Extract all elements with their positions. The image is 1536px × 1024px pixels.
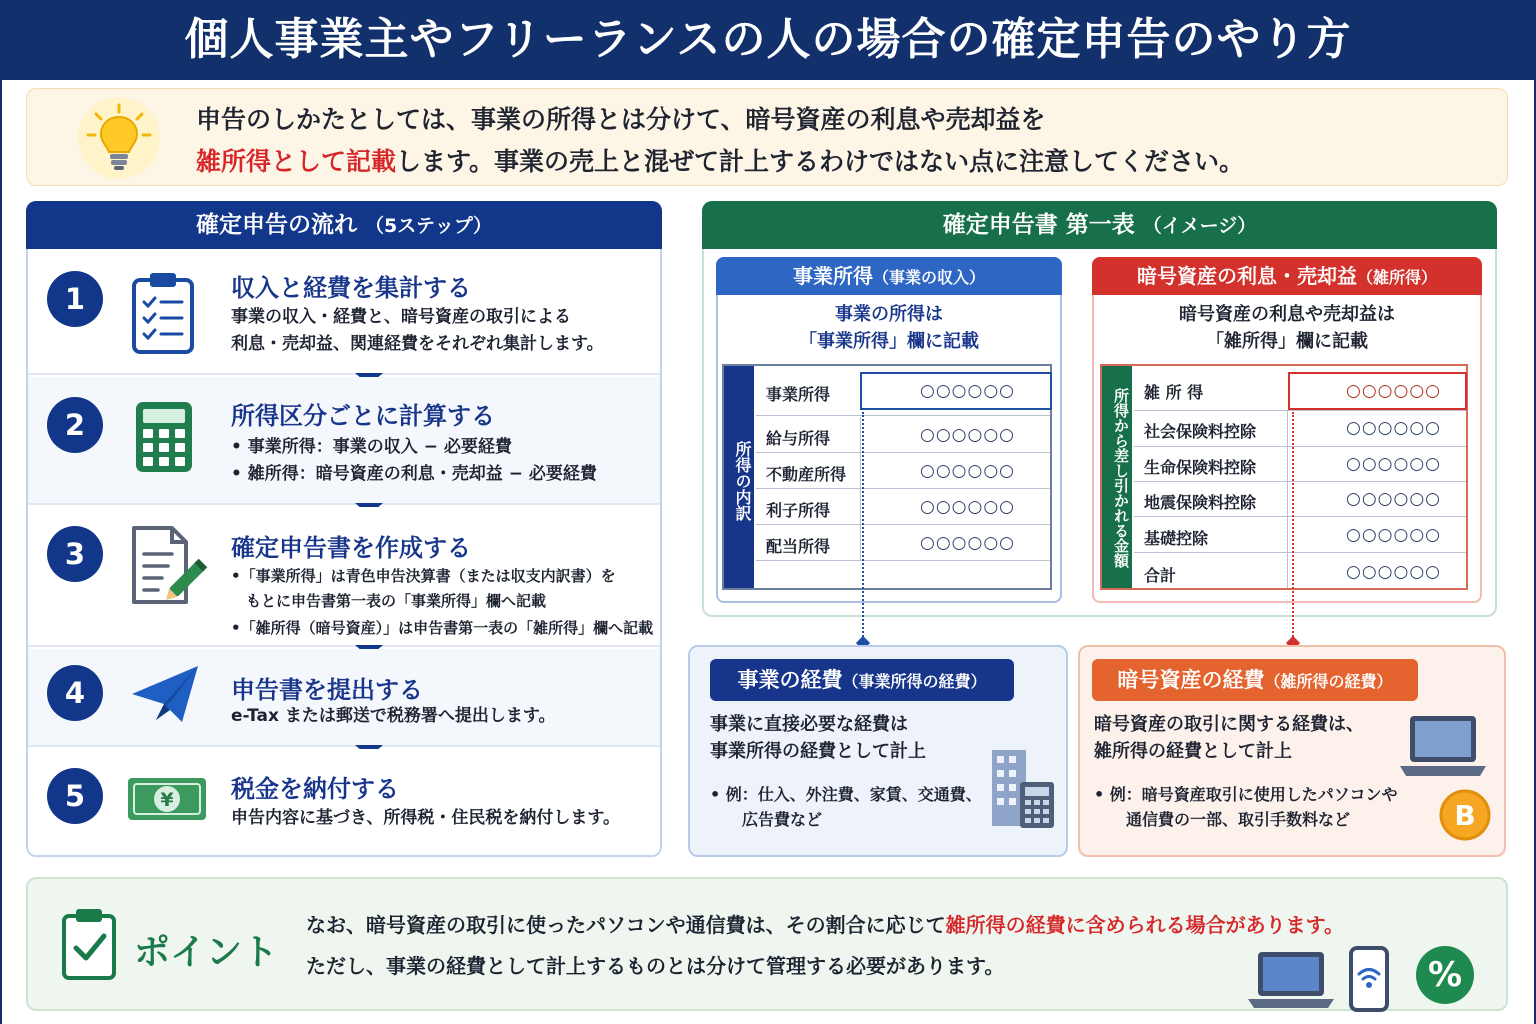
step-3-number: 3 [47,526,103,582]
laptop-icon [1246,950,1336,1014]
business-expense-text-2: 事業所得の経費として計上 [710,741,926,762]
step-4-number: 4 [47,665,103,721]
lightbulb-icon [78,97,160,179]
business-expense-header [710,659,1014,701]
step-2-number: 2 [47,397,103,453]
crypto-row-5-value: ○○○○○○ [1346,562,1442,582]
crypto-row-3-value: ○○○○○○ [1346,489,1442,509]
step-1-desc-2: 利息・売却益、関連経費をそれぞれ集計します。 [231,334,604,354]
business-income-note-1: 事業の所得は [835,304,943,325]
point-highlight: 雑所得の経費に含められる場合があります。 [945,913,1345,937]
step-4-desc-1: e-Tax または郵送で税務署へ提出します。 [231,706,556,726]
step-2-desc-1: • 事業所得：事業の収入 − 必要経費 [231,437,512,457]
point-text-line2: ただし、事業の経費として計上するものとは分けて管理する必要があります。 [306,954,1005,978]
document-pen-icon [128,524,212,610]
crypto-row-2-label: 生命保険料控除 [1144,458,1257,477]
step-3-desc-3: •「雑所得（暗号資産）」は申告書第一表の「雑所得」欄へ記載 [231,619,654,637]
step-1-number: 1 [47,271,103,327]
step-1-desc-1: 事業の収入・経費と、暗号資産の取引による [231,307,571,327]
business-row-2-label: 不動産所得 [766,465,847,484]
clipboard-checklist-icon [130,270,196,358]
step-4-title: 申告書を提出する [231,676,423,704]
intro-text-line2 [196,142,1244,178]
clipboard-check-icon [60,906,118,986]
crypto-expense-header [1092,659,1418,701]
crypto-row-1-value: ○○○○○○ [1346,418,1442,438]
crypto-row-5-label: 合計 [1144,566,1177,585]
flow-title: 確定申告の流れ [195,212,357,238]
business-row-1-label: 給与所得 [766,429,831,448]
business-expense-example-2: 広告費など [710,810,823,829]
business-row-0-value: ○○○○○○ [920,381,1016,401]
step-5-number: 5 [47,768,103,824]
form-title: 確定申告書 第一表 [942,212,1135,238]
business-row-2-value: ○○○○○○ [920,461,1016,481]
intro-text-line1: 申告のしかたとしては、事業の所得とは分けて、暗号資産の利息や売却益を [196,105,1046,134]
page-title: 個人事業主やフリーランスの人の場合の確定申告のやり方 [184,14,1352,65]
crypto-income-note-1: 暗号資産の利息や売却益は [1179,304,1395,325]
crypto-connector-line [1292,412,1294,640]
business-income-title-sub: （事業の収入） [872,268,985,287]
crypto-row-3-label: 地震保険料控除 [1144,493,1257,512]
crypto-row-1-label: 社会保険料控除 [1144,422,1257,441]
business-row-4-value: ○○○○○○ [920,533,1016,553]
building-calculator-icon [988,748,1058,834]
business-income-note-2: 「事業所得」欄に記載 [799,331,979,352]
business-expense-text-1: 事業に直接必要な経費は [710,714,908,735]
business-row-0-label: 事業所得 [766,385,831,404]
yen-banknote-icon [126,776,208,826]
point-text-1a: なお、暗号資産の取引に使ったパソコンや通信費は、その割合に応じて [306,913,946,937]
crypto-expense-example-2: 通信費の一部、取引手数料など [1094,810,1351,829]
svg-text:¥: ¥ [160,789,174,811]
crypto-row-2-value: ○○○○○○ [1346,454,1442,474]
crypto-row-0-value: ○○○○○○ [1346,381,1442,401]
crypto-income-note-2: 「雑所得」欄に記載 [1206,331,1368,352]
crypto-expense-title-sub: （雑所得の経費） [1264,672,1393,691]
step-3-desc-2: もとに申告書第一表の「事業所得」欄へ記載 [231,592,547,610]
business-income-header [716,257,1062,295]
crypto-expense-text-1: 暗号資産の取引に関する経費は、 [1094,714,1364,735]
paper-plane-icon [130,664,200,730]
crypto-expense-title: 暗号資産の経費 [1117,668,1265,692]
intro-highlight: 雑所得として記載 [196,147,397,176]
step-2-title: 所得区分ごとに計算する [231,402,495,430]
point-text-line1 [306,909,1344,938]
business-side-label: 所得の内訳 [733,441,752,521]
step-2-desc-2: • 雑所得：暗号資産の利息・売却益 − 必要経費 [231,464,597,484]
crypto-expense-example-1: • 例：暗号資産取引に使用したパソコンや [1094,785,1398,804]
intro-text-rest: します。事業の売上と混ぜて計上するわけではない点に注意してください。 [396,147,1245,176]
flow-title-sub: （5ステップ） [364,215,493,237]
form-panel-header [702,201,1497,249]
crypto-row-4-value: ○○○○○○ [1346,525,1442,545]
business-row-3-label: 利子所得 [766,501,831,520]
business-expense-title-sub: （事業所得の経費） [842,672,987,691]
business-expense-example-1: • 例：仕入、外注費、家賃、交通費、 [710,785,982,804]
step-3-title: 確定申告書を作成する [231,534,471,562]
business-row-3-value: ○○○○○○ [920,497,1016,517]
point-label: ポイント [134,932,279,973]
business-expense-title: 事業の経費 [737,668,843,692]
smartphone-wifi-icon [1348,946,1390,1016]
business-row-1-value: ○○○○○○ [920,425,1016,445]
flow-panel-header [26,201,662,249]
percent-icon: % [1416,946,1474,1004]
step-1-title: 収入と経費を集計する [231,274,471,302]
step-3-desc-1: •「事業所得」は青色申告決算書（または収支内訳書）を [231,567,616,585]
step-5-desc-1: 申告内容に基づき、所得税・住民税を納付します。 [231,808,620,828]
calculator-icon [134,400,194,478]
crypto-expense-text-2: 雑所得の経費として計上 [1094,741,1292,762]
svg-text:B: B [1454,799,1476,832]
form-title-sub: （イメージ） [1142,215,1257,237]
crypto-income-title-sub: （雑所得） [1356,268,1437,287]
laptop-bitcoin-icon [1396,712,1492,846]
crypto-row-4-label: 基礎控除 [1144,529,1209,548]
step-5-title: 税金を納付する [231,775,399,803]
crypto-income-title: 暗号資産の利息・売却益 [1136,264,1357,288]
business-income-title: 事業所得 [792,264,873,288]
crypto-side-label: 所得から差し引かれる金額 [1112,388,1130,568]
business-connector-line [862,412,864,640]
business-row-4-label: 配当所得 [766,537,831,556]
crypto-row-0-label: 雑 所 得 [1144,383,1204,402]
crypto-income-header [1092,257,1482,295]
